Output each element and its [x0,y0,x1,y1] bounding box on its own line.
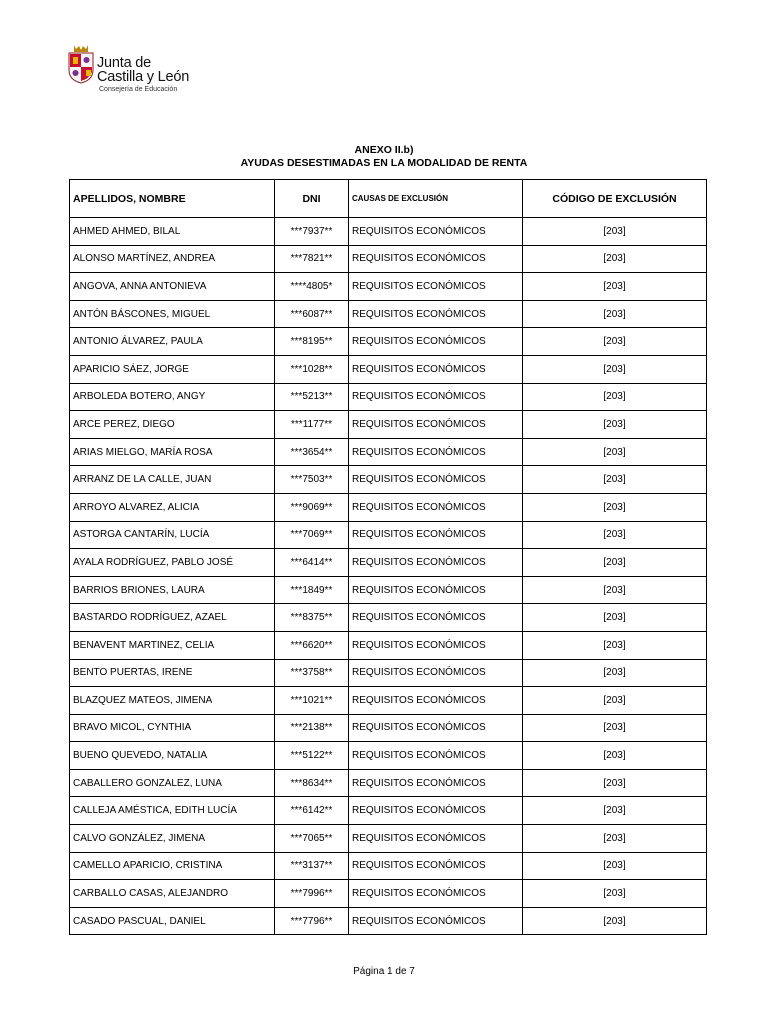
cell-dni: ***7996** [275,880,349,908]
cell-code: [203] [523,411,707,439]
table-row [70,769,707,797]
cell-name: CASADO PASCUAL, DANIEL [70,907,275,935]
cell-cause: REQUISITOS ECONÓMICOS [349,797,523,825]
cell-dni: ***7069** [275,521,349,549]
cell-code: [203] [523,300,707,328]
cell-cause: REQUISITOS ECONÓMICOS [349,576,523,604]
document-title: ANEXO II.b) [354,144,414,156]
cell-code: [203] [523,438,707,466]
table-row [70,604,707,632]
column-header-dni: DNI [275,180,349,218]
column-header-cause: CAUSAS DE EXCLUSIÓN [349,180,523,218]
cell-code: [203] [523,549,707,577]
cell-code: [203] [523,687,707,715]
cell-cause: REQUISITOS ECONÓMICOS [349,631,523,659]
table-row [70,438,707,466]
cell-dni: ***1021** [275,687,349,715]
cell-name: ASTORGA CANTARÍN, LUCÍA [70,521,275,549]
cell-name: ANGOVA, ANNA ANTONIEVA [70,273,275,301]
cell-code: [203] [523,383,707,411]
column-header-name: APELLIDOS, NOMBRE [70,180,275,218]
cell-name: ARIAS MIELGO, MARÍA ROSA [70,438,275,466]
cell-dni: ***8195** [275,328,349,356]
cell-cause: REQUISITOS ECONÓMICOS [349,742,523,770]
cell-name: APARICIO SÁEZ, JORGE [70,355,275,383]
cell-dni: ***6142** [275,797,349,825]
cell-dni: ***1177** [275,411,349,439]
table-row [70,493,707,521]
table-row [70,742,707,770]
cell-cause: REQUISITOS ECONÓMICOS [349,273,523,301]
cell-dni: ***5213** [275,383,349,411]
table-row [70,218,707,246]
cell-name: BRAVO MICOL, CYNTHIA [70,714,275,742]
cell-name: CALVO GONZÁLEZ, JIMENA [70,825,275,853]
cell-code: [203] [523,631,707,659]
cell-code: [203] [523,852,707,880]
cell-code: [203] [523,355,707,383]
table-header-row [70,180,707,218]
document-heading [0,144,768,170]
cell-code: [203] [523,659,707,687]
cell-dni: ***6620** [275,631,349,659]
table-row [70,852,707,880]
cell-name: ARROYO ALVAREZ, ALICIA [70,493,275,521]
cell-code: [203] [523,769,707,797]
cell-code: [203] [523,907,707,935]
cell-cause: REQUISITOS ECONÓMICOS [349,438,523,466]
cell-name: ANTONIO ÁLVAREZ, PAULA [70,328,275,356]
table-row [70,466,707,494]
cell-cause: REQUISITOS ECONÓMICOS [349,218,523,246]
cell-name: ARBOLEDA BOTERO, ANGY [70,383,275,411]
table-row [70,273,707,301]
cell-name: AYALA RODRÍGUEZ, PABLO JOSÉ [70,549,275,577]
cell-cause: REQUISITOS ECONÓMICOS [349,245,523,273]
cell-cause: REQUISITOS ECONÓMICOS [349,880,523,908]
column-header-code: CÓDIGO DE EXCLUSIÓN [523,180,707,218]
cell-name: BLAZQUEZ MATEOS, JIMENA [70,687,275,715]
cell-name: BENTO PUERTAS, IRENE [70,659,275,687]
cell-dni: ***7065** [275,825,349,853]
table-row [70,714,707,742]
cell-dni: ***1028** [275,355,349,383]
cell-cause: REQUISITOS ECONÓMICOS [349,355,523,383]
table-row [70,659,707,687]
cell-cause: REQUISITOS ECONÓMICOS [349,521,523,549]
cell-code: [203] [523,604,707,632]
table-row [70,825,707,853]
coat-of-arms-icon [66,44,96,84]
cell-name: BARRIOS BRIONES, LAURA [70,576,275,604]
cell-cause: REQUISITOS ECONÓMICOS [349,549,523,577]
cell-name: ALONSO MARTÍNEZ, ANDREA [70,245,275,273]
cell-dni: ***7503** [275,466,349,494]
cell-code: [203] [523,714,707,742]
cell-name: BASTARDO RODRÍGUEZ, AZAEL [70,604,275,632]
table-row [70,328,707,356]
cell-name: BUENO QUEVEDO, NATALIA [70,742,275,770]
cell-name: ARCE PEREZ, DIEGO [70,411,275,439]
cell-cause: REQUISITOS ECONÓMICOS [349,604,523,632]
logo-title-line2: Castilla y León [97,69,190,85]
cell-code: [203] [523,466,707,494]
exclusions-table [69,179,707,935]
cell-dni: ****4805* [275,273,349,301]
cell-name: CARBALLO CASAS, ALEJANDRO [70,880,275,908]
cell-code: [203] [523,797,707,825]
cell-name: CALLEJA AMÉSTICA, EDITH LUCÍA [70,797,275,825]
table-row [70,687,707,715]
cell-code: [203] [523,328,707,356]
document-subtitle: AYUDAS DESESTIMADAS EN LA MODALIDAD DE RENTA [240,157,528,169]
page-number: Página 1 de 7 [353,966,415,977]
cell-dni: ***3654** [275,438,349,466]
cell-dni: ***8375** [275,604,349,632]
cell-cause: REQUISITOS ECONÓMICOS [349,466,523,494]
cell-dni: ***2138** [275,714,349,742]
cell-name: BENAVENT MARTINEZ, CELIA [70,631,275,659]
cell-dni: ***3137** [275,852,349,880]
cell-cause: REQUISITOS ECONÓMICOS [349,825,523,853]
cell-code: [203] [523,742,707,770]
table-row [70,245,707,273]
table-row [70,576,707,604]
cell-name: CAMELLO APARICIO, CRISTINA [70,852,275,880]
cell-dni: ***7937** [275,218,349,246]
cell-cause: REQUISITOS ECONÓMICOS [349,493,523,521]
cell-cause: REQUISITOS ECONÓMICOS [349,714,523,742]
table-row [70,797,707,825]
cell-code: [203] [523,521,707,549]
table-row [70,521,707,549]
table-row [70,631,707,659]
logo-subtitle: Consejería de Educación [99,86,178,93]
cell-name: ARRANZ DE LA CALLE, JUAN [70,466,275,494]
table-row [70,355,707,383]
table-row [70,383,707,411]
table-row [70,907,707,935]
cell-name: ANTÓN BÁSCONES, MIGUEL [70,300,275,328]
logo-title-line1: Junta de [97,55,152,71]
cell-cause: REQUISITOS ECONÓMICOS [349,687,523,715]
cell-dni: ***9069** [275,493,349,521]
cell-cause: REQUISITOS ECONÓMICOS [349,907,523,935]
cell-name: CABALLERO GONZALEZ, LUNA [70,769,275,797]
cell-dni: ***6414** [275,549,349,577]
cell-cause: REQUISITOS ECONÓMICOS [349,411,523,439]
cell-dni: ***7821** [275,245,349,273]
table-row [70,549,707,577]
cell-code: [203] [523,273,707,301]
cell-name: AHMED AHMED, BILAL [70,218,275,246]
cell-code: [203] [523,825,707,853]
table-row [70,880,707,908]
cell-cause: REQUISITOS ECONÓMICOS [349,300,523,328]
table-row [70,300,707,328]
cell-cause: REQUISITOS ECONÓMICOS [349,659,523,687]
cell-dni: ***8634** [275,769,349,797]
cell-code: [203] [523,493,707,521]
cell-code: [203] [523,576,707,604]
cell-cause: REQUISITOS ECONÓMICOS [349,383,523,411]
cell-cause: REQUISITOS ECONÓMICOS [349,852,523,880]
cell-dni: ***1849** [275,576,349,604]
cell-code: [203] [523,218,707,246]
cell-dni: ***6087** [275,300,349,328]
cell-code: [203] [523,245,707,273]
cell-dni: ***7796** [275,907,349,935]
cell-cause: REQUISITOS ECONÓMICOS [349,769,523,797]
cell-dni: ***5122** [275,742,349,770]
cell-cause: REQUISITOS ECONÓMICOS [349,328,523,356]
institution-logo [66,44,206,96]
table-row [70,411,707,439]
cell-dni: ***3758** [275,659,349,687]
cell-code: [203] [523,880,707,908]
